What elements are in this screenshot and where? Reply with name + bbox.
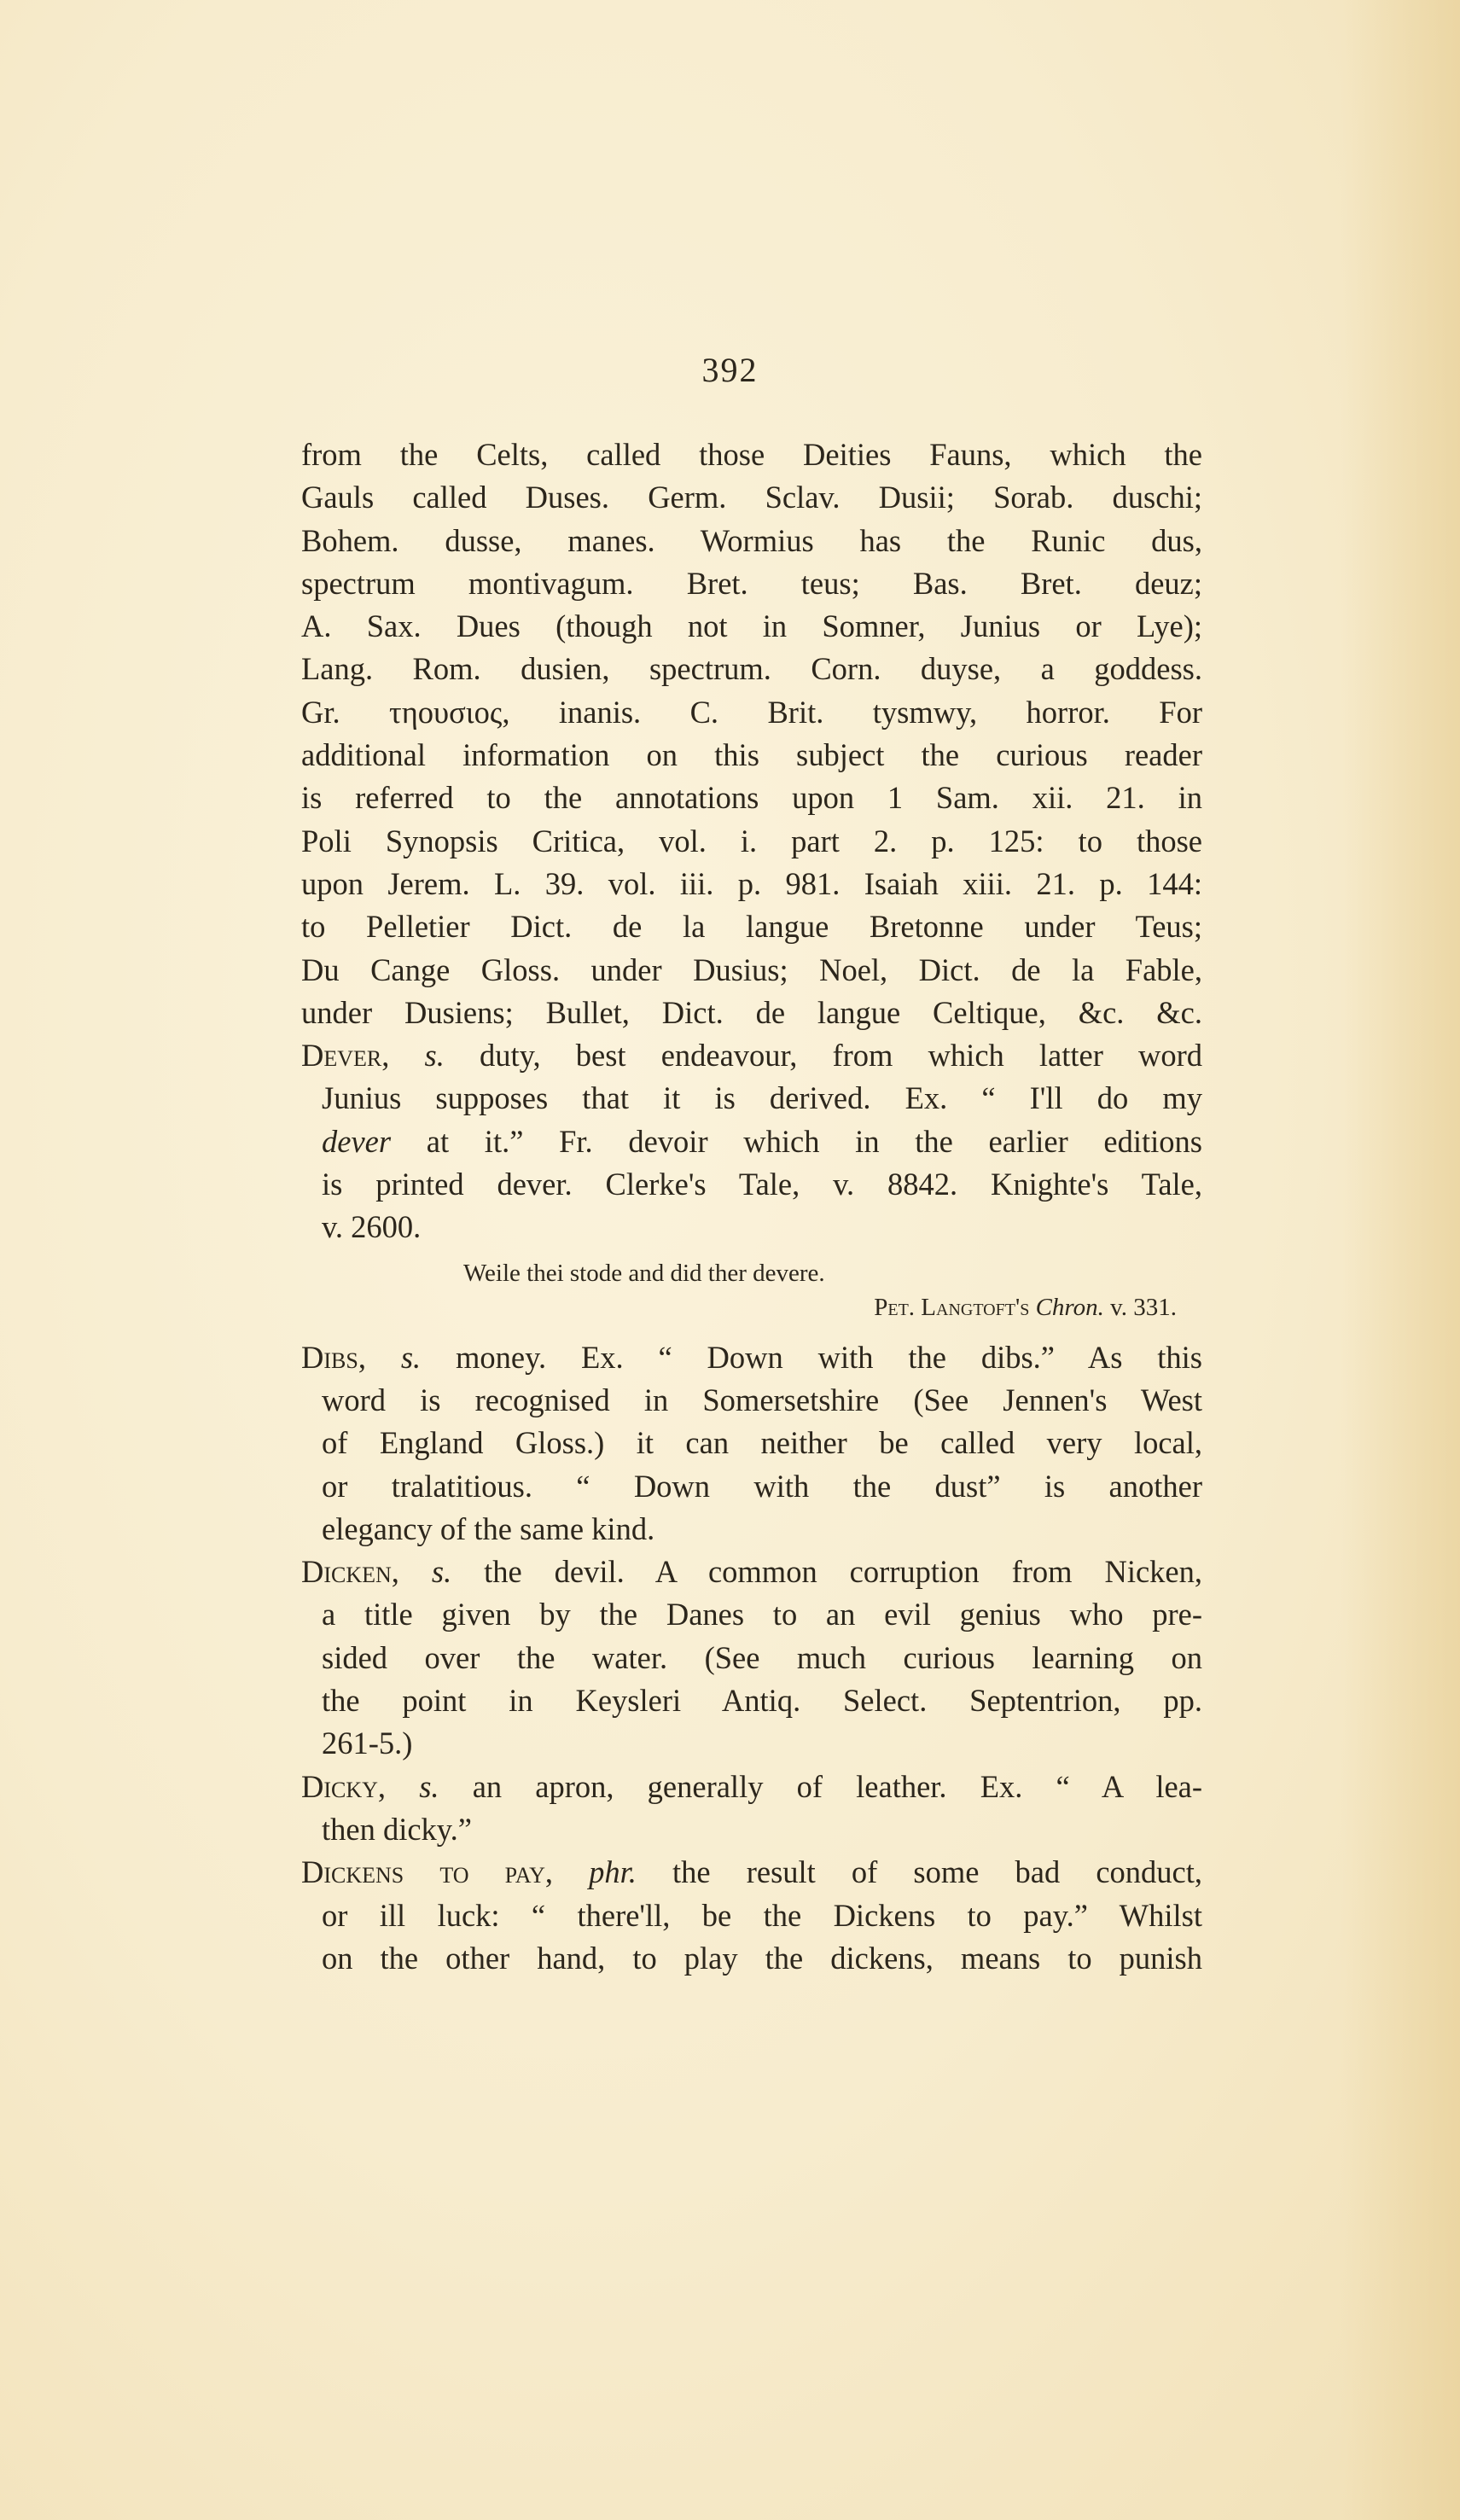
entry-line: on the other hand, to play the dickens, means to punish — [322, 1940, 1202, 1976]
entry-italic-word: dever — [322, 1123, 392, 1159]
text-line: A. Sax. Dues (though not in Somner, Junius or Lye); — [301, 608, 1202, 644]
text-line: spectrum montivagum. Bret. teus; Bas. Bret. deuz; — [301, 565, 1202, 601]
entry-text: an apron, generally of leather. Ex. “ A lea- — [472, 1768, 1203, 1804]
text-line: Gauls called Duses. Germ. Sclav. Dusii; Sorab. duschi; — [301, 480, 1202, 515]
part-of-speech: s. — [419, 1768, 439, 1804]
entry-line: dever at it.” Fr. devoir which in the earlier editions — [322, 1123, 1203, 1159]
text-line: Du Cange Gloss. under Dusius; Noel, Dict. de la Fable, — [301, 952, 1202, 987]
text-line: Gr. τηουσιος, inanis. C. Brit. tysmwy, horror. For — [301, 694, 1202, 730]
entry-line: then dicky.” — [322, 1811, 473, 1847]
entry-line: or ill luck: “ there'll, be the Dickens to pay.” Whilst — [322, 1897, 1202, 1933]
text-line: Lang. Rom. dusien, spectrum. Corn. duyse, a goddess. — [301, 651, 1202, 687]
entry-headword: Dibs — [301, 1339, 358, 1375]
entry-text: money. Ex. “ Down with the dibs.” As this — [456, 1339, 1203, 1375]
text-line: is referred to the annotations upon 1 Sam. xii. 21. in — [301, 780, 1202, 816]
entry-first-line: Dicky, s. an apron, generally of leather. Ex. “ A lea- — [301, 1768, 1203, 1804]
entry-line: is printed dever. Clerke's Tale, v. 8842. Knighte's Tale, — [322, 1167, 1202, 1202]
text-line: from the Celts, called those Deities Fauns, which the — [301, 437, 1202, 472]
entry-headword: Dicken — [301, 1554, 392, 1590]
quotation-author: Pet. Langtoft's — [874, 1293, 1030, 1321]
entry-dever — [301, 1034, 1202, 1248]
part-of-speech: s. — [431, 1554, 452, 1590]
entry-dicky — [301, 1766, 1202, 1852]
part-of-speech: s. — [400, 1339, 422, 1375]
text-line: Poli Synopsis Critica, vol. i. part 2. p. 125: to those — [301, 823, 1202, 858]
text-line: under Dusiens; Bullet, Dict. de langue Celtique, &c. &c. — [301, 994, 1202, 1030]
entry-line: or tralatitious. “ Down with the dust” is another — [322, 1468, 1202, 1504]
part-of-speech: phr. — [589, 1854, 637, 1890]
text-line: additional information on this subject the curious reader — [301, 737, 1202, 773]
entry-first-line: Dickens to pay, phr. the result of some bad conduct, — [301, 1854, 1203, 1890]
entry-line: of England Gloss.) it can neither be called very local, — [322, 1425, 1202, 1461]
page-number: 392 — [701, 351, 759, 389]
entry-headword: Dever — [301, 1038, 382, 1074]
entry-headword: Dicky — [301, 1768, 378, 1804]
part-of-speech: s. — [424, 1038, 445, 1074]
entry-first-line: Dibs, s. money. Ex. “ Down with the dibs.” As this — [301, 1339, 1203, 1375]
entry-text: the result of some bad conduct, — [672, 1854, 1203, 1890]
text-line: to Pelletier Dict. de la langue Bretonne under Teus; — [301, 909, 1202, 945]
entry-dibs — [301, 1336, 1202, 1551]
entry-line: Junius supposes that it is derived. Ex. “ I'll do my — [322, 1080, 1202, 1116]
quotation-source — [301, 1290, 1202, 1324]
text-line: Bohem. dusse, manes. Wormius has the Runic dus, — [301, 522, 1202, 558]
quotation-ref: v. 331. — [1110, 1293, 1177, 1321]
entry-headword: Dickens to pay — [301, 1854, 545, 1890]
quotation-block — [301, 1256, 1202, 1324]
entry-line: sided over the water. (See much curious learning on — [322, 1639, 1202, 1675]
entry-first-line: Dever, s. duty, best endeavour, from which latter word — [301, 1038, 1203, 1074]
entry-line: v. 2600. — [322, 1209, 422, 1245]
quotation-work: Chron. — [1035, 1293, 1104, 1321]
entry-line: the point in Keysleri Antiq. Select. Septentrion, pp. — [322, 1683, 1202, 1719]
entry-line: elegancy of the same kind. — [322, 1510, 655, 1546]
entry-line: a title given by the Danes to an evil genius who pre- — [322, 1597, 1202, 1632]
entry-dicken — [301, 1551, 1202, 1765]
entry-line: word is recognised in Somersetshire (See Jennen's West — [322, 1382, 1202, 1417]
quotation-verse: Weile thei stode and did ther devere. — [463, 1259, 825, 1287]
entry-dickens-to-pay — [301, 1851, 1202, 1980]
entry-text: the devil. A common corruption from Nicken, — [484, 1554, 1203, 1590]
dictionary-text — [301, 434, 1202, 1980]
entry-first-line: Dicken, s. the devil. A common corruption from Nicken, — [301, 1554, 1203, 1590]
text-line: upon Jerem. L. 39. vol. iii. p. 981. Isaiah xiii. 21. p. 144: — [301, 865, 1202, 901]
entry-text: duty, best endeavour, from which latter word — [480, 1038, 1203, 1074]
entry-line: 261-5.) — [322, 1726, 413, 1761]
